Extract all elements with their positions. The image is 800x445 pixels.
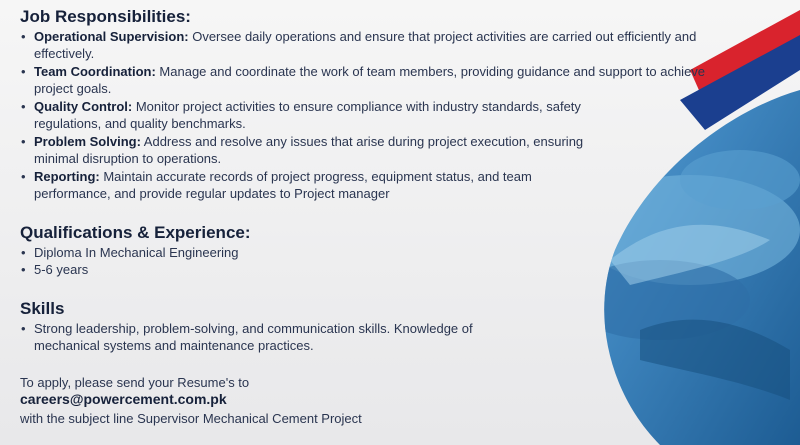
skills-list [20,320,720,354]
list-item [20,168,720,202]
item-text: Address and resolve any issues that arise during project execution, ensuring minimal disruption to operations. [34,134,584,166]
bullet-icon: • [21,169,26,184]
list-item [20,133,720,167]
list-item [20,261,720,278]
list-item [20,320,720,354]
qualifications-section [20,222,720,278]
list-item [20,28,720,62]
subject-line-text: with the subject line Supervisor Mechanical Cement Project [20,411,362,426]
bullet-icon: • [21,321,26,336]
skills-section [20,298,720,354]
apply-section [20,374,720,427]
responsibilities-list [20,28,720,202]
item-text: Oversee daily operations and ensure that project activities are carried out efficiently and effectively. [34,29,697,61]
bullet-icon: • [21,245,26,260]
item-title: Reporting: [34,169,100,184]
qualifications-heading: Qualifications & Experience: [20,223,251,242]
item-text: Strong leadership, problem-solving, and communication skills. Knowledge of mechanical systems and maintenance practices. [34,321,473,353]
job-responsibilities-heading: Job Responsibilities: [20,7,191,26]
item-title: Operational Supervision: [34,29,189,44]
item-title: Quality Control: [34,99,133,114]
item-text: Maintain accurate records of project progress, equipment status, and team performance, and provide regular updates to Project manager [34,169,532,201]
item-text: Diploma In Mechanical Engineering [34,245,239,260]
list-item [20,63,720,97]
job-post-content [20,6,720,427]
item-text: Manage and coordinate the work of team members, providing guidance and support to achieve project goals. [34,64,706,96]
qualifications-list [20,244,720,278]
list-item [20,244,720,261]
item-title: Team Coordination: [34,64,156,79]
bullet-icon: • [21,29,26,44]
bullet-icon: • [21,262,26,277]
item-text: 5-6 years [34,262,89,277]
bullet-icon: • [21,99,26,114]
bullet-icon: • [21,134,26,149]
apply-instruction: To apply, please send your Resume's to [20,375,250,390]
item-title: Problem Solving: [34,134,141,149]
item-text: Monitor project activities to ensure compliance with industry standards, safety regulations, and quality benchmarks. [34,99,581,131]
careers-email-link[interactable]: careers@powercement.com.pk [20,391,227,407]
list-item [20,98,720,132]
bullet-icon: • [21,64,26,79]
skills-heading: Skills [20,299,65,318]
